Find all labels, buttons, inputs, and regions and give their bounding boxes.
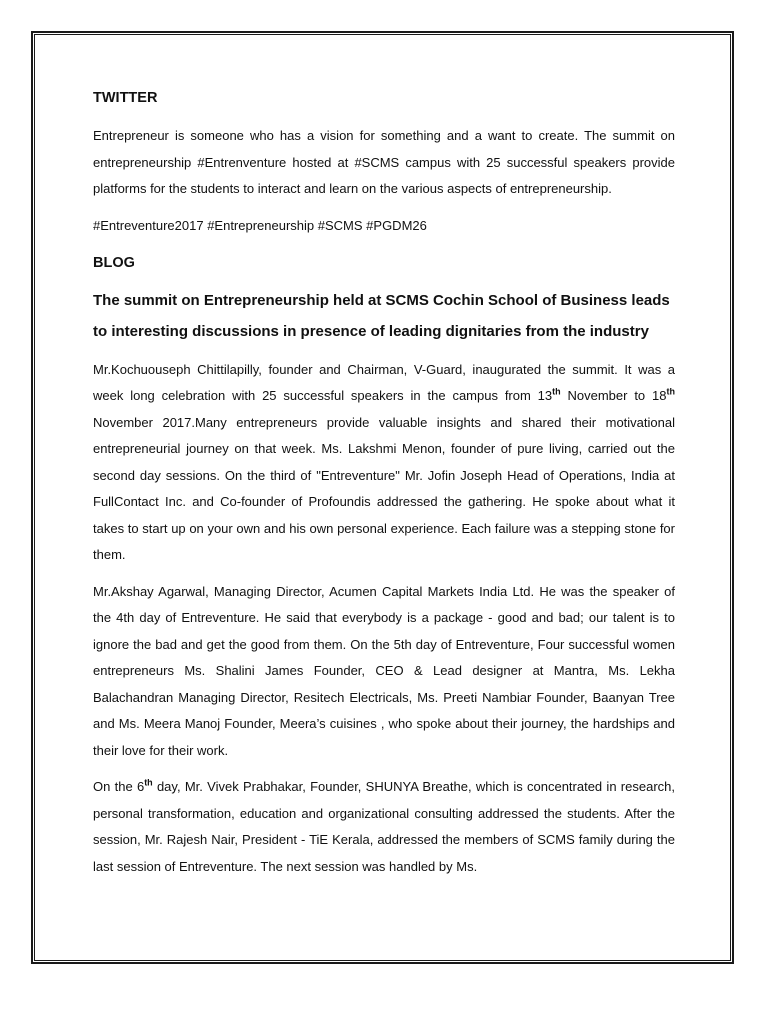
- p1-text-a: Mr.Kochuouseph Chittilapilly, founder and Chairman, V-Guard, inaugurated the summit. It was a week long celebration with 25 successful speakers in the campus from 13: [93, 361, 675, 403]
- blog-paragraph-3: [93, 774, 675, 880]
- document-content: [93, 86, 675, 880]
- blog-paragraph-1: [93, 357, 675, 569]
- twitter-heading: TWITTER: [93, 90, 158, 106]
- twitter-body: Entrepreneur is someone who has a vision for something and a want to create. The summit on entrepreneurship #Entrenventure hosted at #SCMS campus with 25 successful speakers provide platforms for the students to interact and learn on the various aspects of entrepreneurship.: [93, 128, 675, 196]
- blog-paragraph-2: Mr.Akshay Agarwal, Managing Director, Acumen Capital Markets India Ltd. He was the speaker of the 4th day of Entreventure. He said that everybody is a package - good and bad; our talent is to ignore the bad and get the good from them. On the 5th day of Entreventure, Four successful women entrepreneurs Ms. Shalini James Founder, CEO & Lead designer at Mantra, Ms. Lekha Balachandran Managing Director, Resitech Electricals, Ms. Preeti Nambiar Founder, Baanyan Tree and Ms. Meera Manoj Founder, Meera’s cuisines , who spoke about their journey, the hardships and their love for their work.: [93, 583, 675, 758]
- blog-heading: BLOG: [93, 254, 135, 271]
- p1-text-c: November 2017.Many entrepreneurs provide valuable insights and shared their motivational entrepreneurial journey on that week. Ms. Lakshmi Menon, founder of pure living, carried out the second day sessions. On the third of "Entreventure" Mr. Jofin Joseph Head of Operations, India at FullContact Inc. and Co-founder of Profoundis addressed the gathering. He spoke about what it takes to start up on your own and his own personal experience. Each failure was a stepping stone for them.: [93, 414, 675, 562]
- blog-title: The summit on Entrepreneurship held at SCMS Cochin School of Business leads to interesting discussions in presence of leading dignitaries from the industry: [93, 291, 670, 340]
- p1-sup-1: th: [552, 386, 561, 397]
- twitter-hashtags: #Entreventure2017 #Entrepreneurship #SCMS #PGDM26: [93, 217, 427, 233]
- p3-sup: th: [144, 777, 153, 788]
- p1-sup-2: th: [666, 386, 675, 397]
- p3-text-a: On the 6: [93, 779, 145, 794]
- p3-text-b: day, Mr. Vivek Prabhakar, Founder, SHUNYA Breathe, which is concentrated in research, personal transformation, education and organizational consulting addressed the students. After the session, Mr. Rajesh Nair, President - TiE Kerala, addressed the members of SCMS family during the last session of Entreventure. The next session was handled by Ms.: [93, 779, 675, 874]
- p1-text-b: November to 18: [560, 388, 667, 403]
